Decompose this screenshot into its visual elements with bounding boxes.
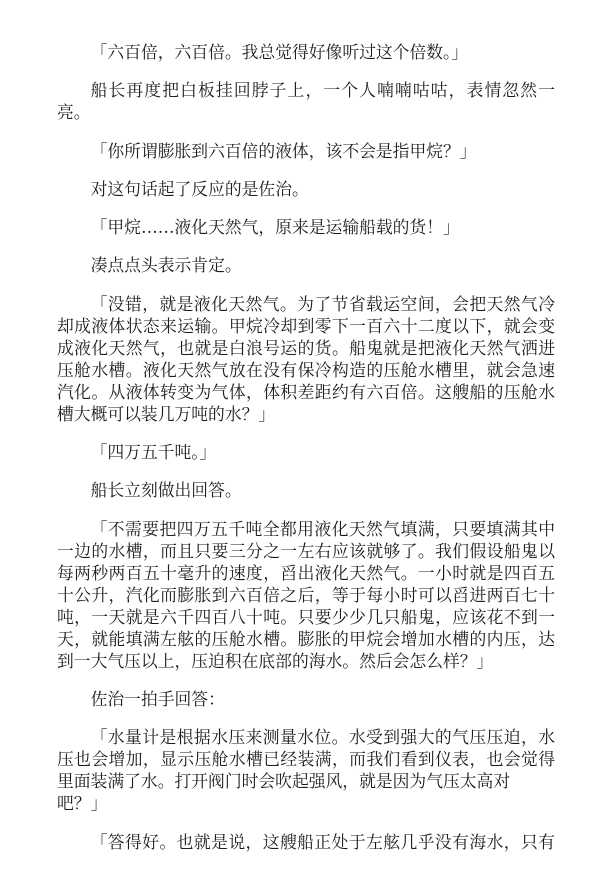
text-line: 里面装满了水。打开阀门时会吹起强风，就是因为气压太高对: [57, 771, 511, 792]
text-line: 却成液体状态来运输。甲烷冷却到零下一百六十二度以下，就会变: [57, 315, 555, 336]
text-line: 「你所谓膨胀到六百倍的液体，该不会是指甲烷？」: [90, 140, 477, 161]
text-line: 「四万五千吨。」: [90, 442, 217, 463]
paragraph: [57, 479, 555, 501]
text-line: 吧？」: [57, 793, 108, 814]
text-line: 每两秒两百五十毫升的速度，舀出液化天然气。一小时就是四百五: [57, 562, 555, 583]
paragraph: [57, 831, 555, 853]
text-line: 吨，一天就是六千四百八十吨。只要少少几只船鬼，应该花不到一: [57, 606, 555, 627]
text-line: 亮。: [57, 102, 91, 123]
paragraph: [57, 441, 555, 463]
text-line: 槽大概可以装几万吨的水？」: [57, 403, 276, 424]
paragraph: [57, 178, 555, 200]
text-line: 「六百倍，六百倍。我总觉得好像听过这个倍数。」: [90, 42, 469, 62]
text-line: 压舱水槽。液化天然气放在没有保冷构造的压舱水槽里，就会急速: [57, 359, 555, 380]
text-line: 天，就能填满左舷的压舱水槽。膨胀的甲烷会增加水槽的内压，达: [57, 628, 555, 649]
text-line: 「答得好。也就是说，这艘船正处于左舷几乎没有海水，只有: [90, 831, 555, 852]
text-line: 对这句话起了反应的是佐治。: [90, 178, 309, 199]
text-line: 汽化。从液体转变为气体，体积差距约有六百倍。这艘船的压舱水: [57, 381, 555, 402]
paragraph: [57, 726, 555, 814]
text-line: 十公升，汽化而膨胀到六百倍之后，等于每小时可以舀进两百七十: [57, 584, 555, 605]
text-line: 佐治一拍手回答：: [90, 688, 225, 709]
paragraph: [57, 41, 555, 63]
text-line: 船长立刻做出回答。: [90, 480, 242, 501]
text-line: 「没错，就是液化天然气。为了节省载运空间，会把天然气冷: [90, 293, 555, 314]
text-line: 一边的水槽，而且只要三分之一左右应该就够了。我们假设船鬼以: [57, 540, 555, 561]
paragraph: [57, 518, 555, 672]
text-line: 凑点点头表示肯定。: [90, 255, 242, 276]
text-line: 成液化天然气，也就是白浪号运的货。船鬼就是把液化天然气洒进: [57, 337, 555, 358]
text-line: 「不需要把四万五千吨全都用液化天然气填满，只要填满其中: [90, 518, 555, 539]
paragraph: [57, 79, 555, 123]
paragraph: [57, 254, 555, 276]
paragraph: [57, 688, 555, 710]
paragraph: [57, 216, 555, 238]
text-line: 船长再度把白板挂回脖子上，一个人喃喃咕咕，表情忽然一: [90, 80, 555, 101]
text-line: 「甲烷……液化天然气，原来是运输船载的货！」: [90, 217, 460, 238]
text-line: 到一大气压以上，压迫积在底部的海水。然后会怎么样？」: [57, 650, 494, 671]
paragraph: [57, 293, 555, 425]
paragraph: [57, 140, 555, 162]
text-line: 「水量计是根据水压来测量水位。水受到强大的气压压迫，水: [90, 727, 555, 748]
text-line: 压也会增加，显示压舱水槽已经装满，而我们看到仪表，也会觉得: [57, 749, 555, 770]
